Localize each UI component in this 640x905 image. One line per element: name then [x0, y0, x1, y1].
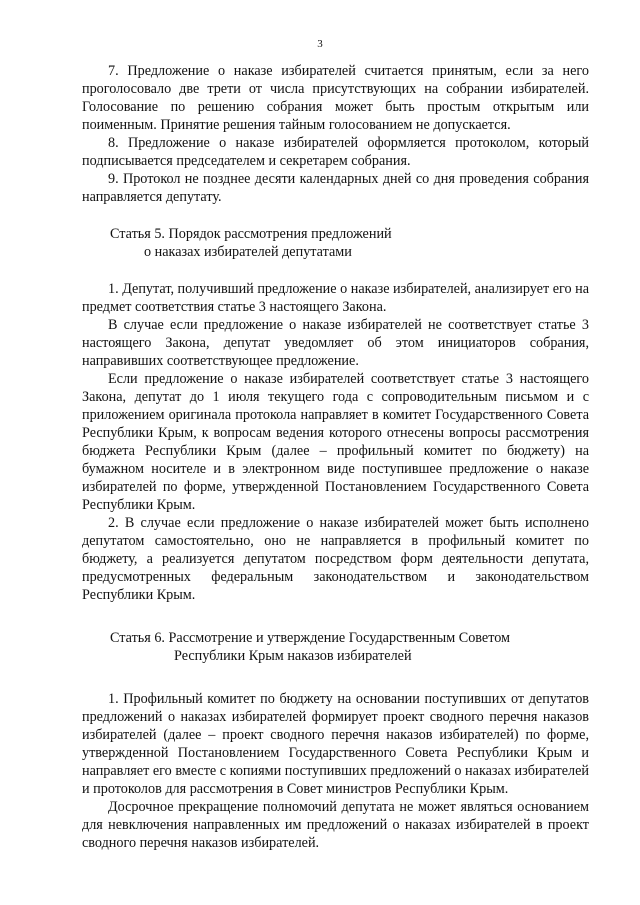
article-5-title-line1: Статья 5. Порядок рассмотрения предложений: [110, 226, 392, 242]
paragraph-5-2: 2. В случае если предложение о наказе избирателей может быть исполнено депутатом самостоятельно, оно не направляется в профильный комитет по бюджету, а реализуется депутатом посредством форм деятельности депутата, предусмотренных федеральным законодательством и законодательством Республики Крым.: [82, 515, 589, 603]
paragraph-4-7: 7. Предложение о наказе избирателей считается принятым, если за него проголосовало две трети от числа присутствующих на собрании избирателей. Голосование по решению собрания может быть простым открытым или поименным. Принятие решения тайным голосованием не допускается.: [82, 63, 589, 133]
article-5-title-line2: о наказах избирателей депутатами: [144, 244, 352, 260]
paragraph-4-8: 8. Предложение о наказе избирателей оформляется протоколом, который подписывается председателем и секретарем собрания.: [82, 135, 589, 169]
article-5-heading: [82, 225, 589, 261]
article-6-title-line1: Статья 6. Рассмотрение и утверждение Государственным Советом: [110, 630, 511, 646]
paragraph-6-1a: Досрочное прекращение полномочий депутата не может являться основанием для невключения направленных им предложений о наказах избирателей в проект сводного перечня наказов избирателей.: [82, 799, 589, 851]
paragraph-6-1: 1. Профильный комитет по бюджету на основании поступивших от депутатов предложений о наказах избирателей формирует проект сводного перечня наказов избирателей (далее – проект сводного перечня наказов избирателей) по форме, утвержденной Постановлением Государственного Совета Республики Крым и направляет его вместе с копиями поступивших предложений о наказах избирателей и протоколов для рассмотрения в Совет министров Республики Крым.: [82, 691, 589, 797]
paragraph-5-1b: Если предложение о наказе избирателей соответствует статье 3 настоящего Закона, депутат до 1 июля текущего года с сопроводительным письмом и с приложением оригинала протокола направляет в комитет Государственного Совета Республики Крым, к вопросам ведения которого отнесены вопросы рассмотрения бюджета Республики Крым (далее – профильный комитет по бюджету) на бумажном носителе и в электронном виде поступившее предложение о наказе избирателей по форме, утвержденной Постановлением Государственного Совета Республики Крым.: [82, 371, 589, 513]
document-body: [82, 62, 589, 852]
paragraph-5-1: 1. Депутат, получивший предложение о наказе избирателей, анализирует его на предмет соответствия статье 3 настоящего Закона.: [82, 281, 589, 315]
article-6-heading: [82, 629, 589, 665]
paragraph-4-9: 9. Протокол не позднее десяти календарных дней со дня проведения собрания направляется депутату.: [82, 171, 589, 205]
article-6-title-line2: Республики Крым наказов избирателей: [174, 648, 412, 664]
paragraph-5-1a: В случае если предложение о наказе избирателей не соответствует статье 3 настоящего Закона, депутат уведомляет об этом инициаторов собрания, направивших соответствующее предложение.: [82, 317, 589, 369]
page-number: 3: [317, 38, 323, 50]
